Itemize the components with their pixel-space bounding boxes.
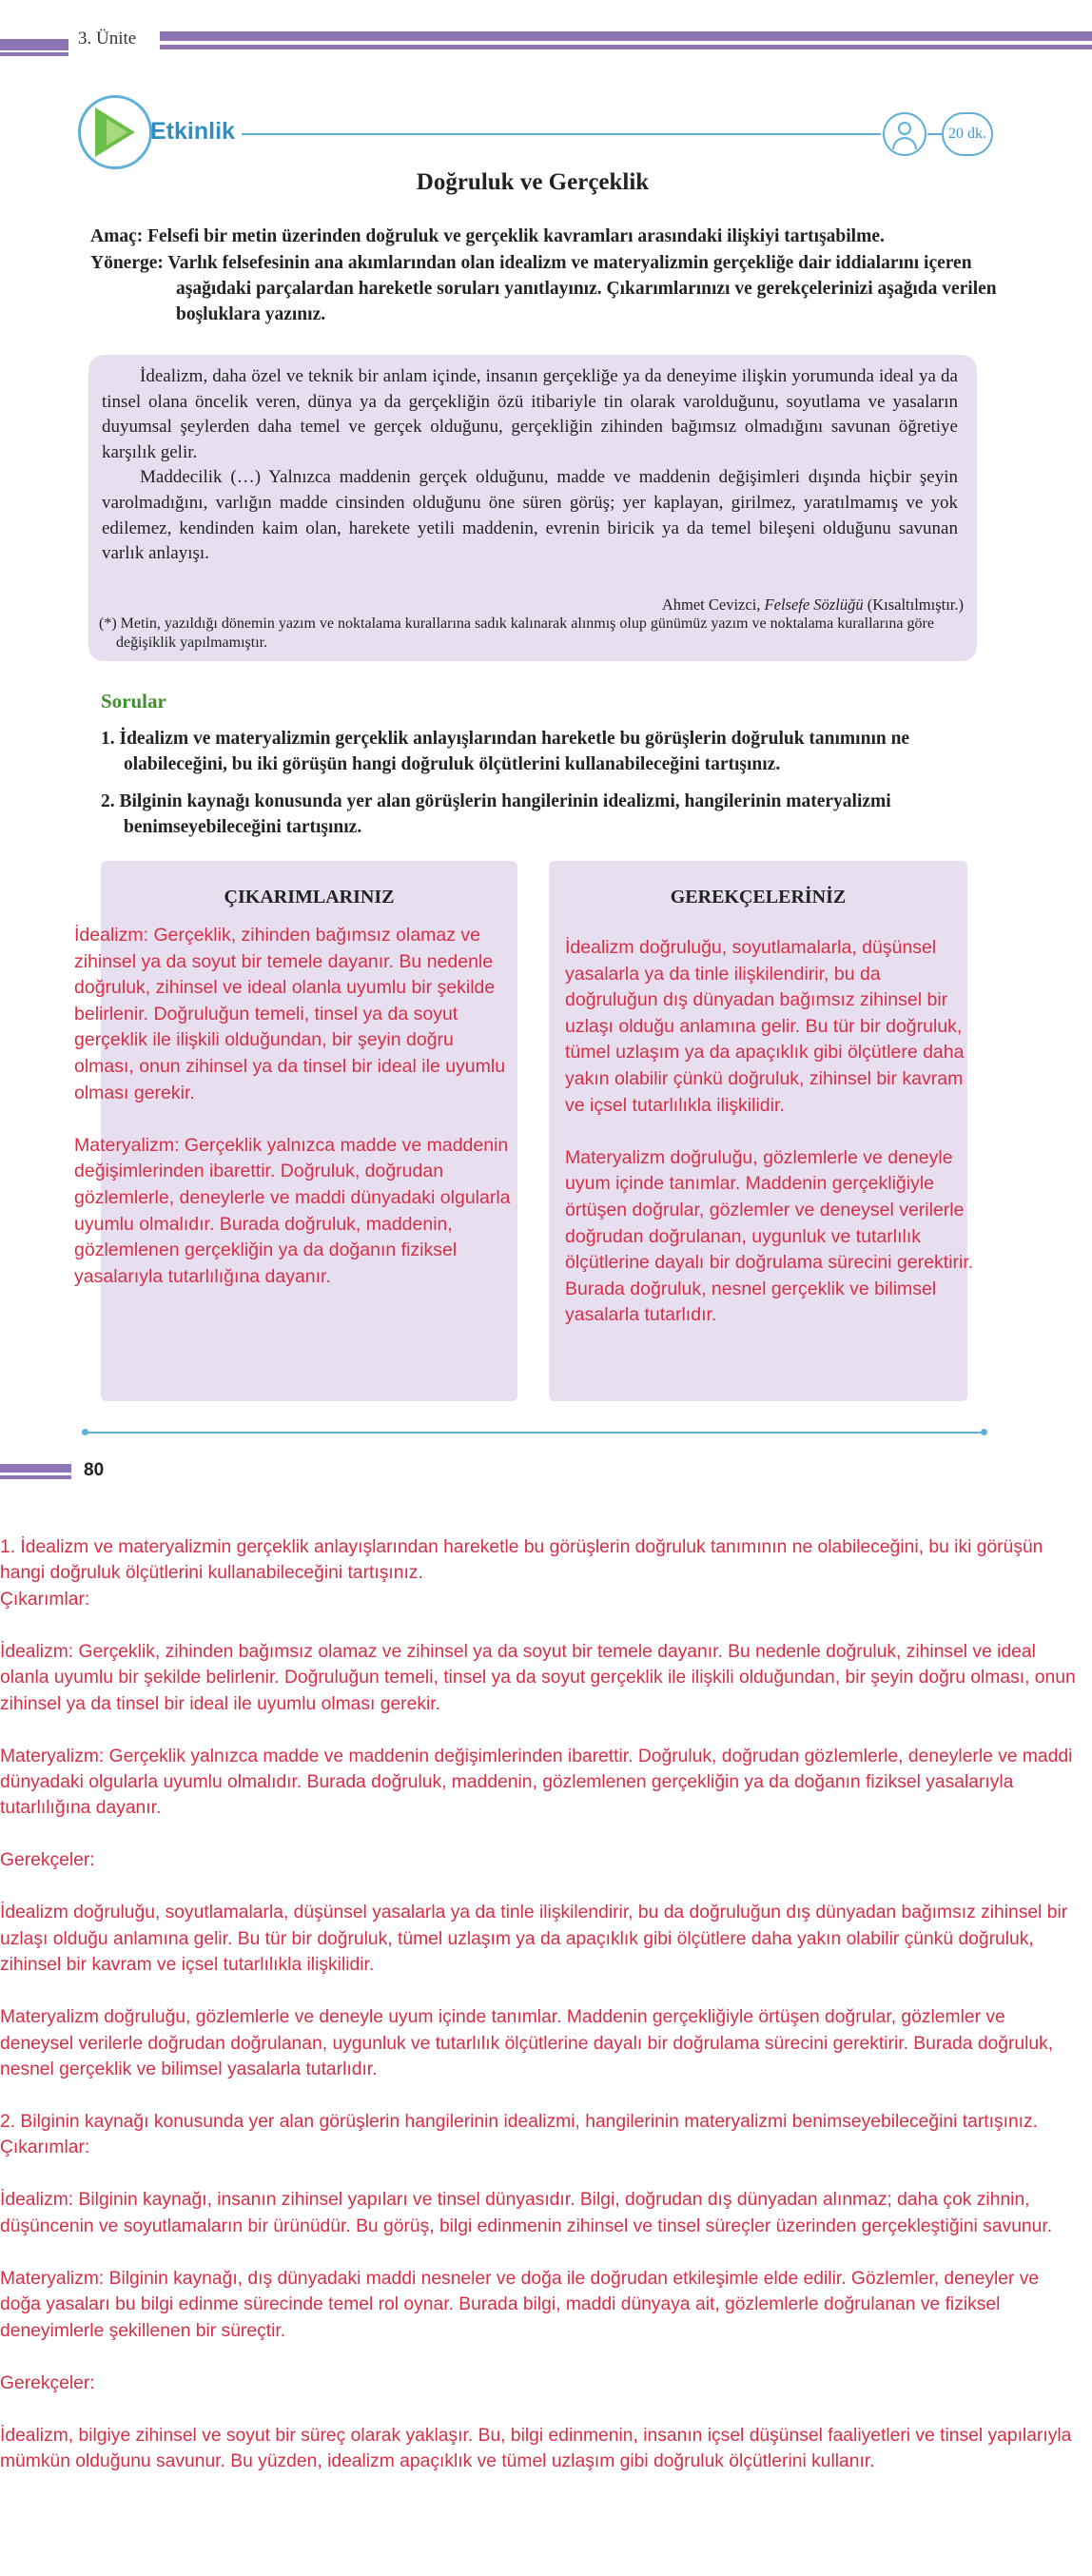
directive-key: Yönerge: [90,253,164,273]
overlay-reason-materialism-1: Materyalizm doğruluğu, gözlemlerle ve deneyle uyum içinde tanımlar. Maddenin gerçekliğiyle örtüşen doğrular, gözlemler ve deneysel verilerle doğrudan doğrulanan, uygunluk ve tutarlılık ölçütlerine dayalı bir doğrulama sürecini gerektirir. Burada doğruluk, nesnel gerçeklik ve bilimsel yasalarla tutarlıdır. [0,2007,1054,2080]
aim-body: Felsefi bir metin üzerinden doğruluk ve gerçeklik kavramları arasındaki ilişkiyi tartışabilme. [143,226,885,246]
directive-text [90,250,1004,327]
duration-badge: 20 dk. [942,112,993,156]
overlay-inference-materialism-2: Materyalizm: Bilginin kaynağı, dış dünyadaki maddi nesneler ve doğa ile doğrudan etkileşimle elde edilir. Gözlemler, deneyler ve doğa yasaları bu bilgi edinme sürecinde temel rol oynar. Burada bilgi, maddi dünyaya ait, gözlemlerle doğrulanan ve fiziksel deneyimlerle şekillenen bir süreçtir. [0,2268,1040,2341]
bottom-divider [84,1432,985,1434]
overlay-reason-idealism-1: İdealizm doğruluğu, soyutlamalarla, düşünsel yasalarla ya da tinle ilişkilendirir, bu da doğruluğun dış dünyadan bağımsız zihinsel bir uzlaşı olduğu anlamına gelir. Bu tür bir doğruluk, tümel uzlaşım ya da apaçıklık gibi ölçütlere daha yakın olabilir çünkü doğruluk, zihinsel bir kavram ve içsel tutarlılıkla ilişkilidir. [0,1903,1068,1976]
page-number: 80 [84,1460,105,1480]
inferences-title: ÇIKARIMLARINIZ [224,887,395,907]
aim-key: Amaç: [90,226,144,246]
directive-body: Varlık felsefesinin ana akımlarından olan idealizm ve materyalizmin gerçekliğe dair iddialarını içeren aşağıdaki parçalardan hareketle soruları yanıtlayınız. Çıkarımlarınızı ve gerekçelerinizi aşağıda verilen boşluklara yazınız. [163,253,997,324]
duration-connector [927,133,943,135]
question-2: 2. Bilginin kaynağı konusunda yer alan görüşlerin hangilerinin idealizmi, hangilerinin materyalizmi benimseyebileceğini tartışınız. [101,791,891,837]
inferences-answer [74,923,514,1290]
reading-paragraph-materialism: Maddecilik (…) Yalnızca maddenin gerçek olduğunu, madde ve maddenin değişimleri dışında hiçbir şeyin varolmadığını, varlığın madde cinsinden olduğunu öne süren görüş; yer kaplayan, girilmez, yaratılmamış ve yok edilemez, kendinden kaim olan, harekete yetili maddenin, evrenin biricik ya da temel bileşeni olduğunu savunan varlık anlayışı. [102,467,958,564]
overlay-inference-materialism-1: Materyalizm: Gerçeklik yalnızca madde ve maddenin değişimlerinden ibarettir. Doğruluk, doğrudan gözlemlerle, deneylerle ve maddi dünyadaki olgularla uyumlu olmalıdır. Burada doğruluk, maddenin, gözlemlenen gerçekliğin ya da doğanın fiziksel yasalarıyla tutarlılığına dayanır. [0,1746,1073,1819]
inference-materialism: Materyalizm: Gerçeklik yalnızca madde ve maddenin değişimlerinden ibarettir. Doğruluk, doğrudan gözlemlerle, deneylerle ve maddi dünyadaki olgularla uyumlu olmalıdır. Burada doğruluk, maddenin, gözlemlenen gerçekliğin ya da doğanın fiziksel yasalarıyla tutarlılığına dayanır. [74,1134,511,1287]
overlay-question-1: 1. İdealizm ve materyalizmin gerçeklik anlayışlarından hareketle bu görüşlerin doğruluk tanımının ne olabileceğini, bu iki görüşün hangi doğruluk ölçütlerini kullanabileceğini tartışınız. [0,1537,1043,1584]
answer-text-block [0,1534,1079,2475]
reason-idealism: İdealizm doğruluğu, soyutlamalarla, düşünsel yasalarla ya da tinle ilişkilendirir, bu da doğruluğun dış dünyadan bağımsız zihinsel bir uzlaşı olduğu anlamına gelir. Bu tür bir doğruluk, tümel uzlaşım ya da apaçıklık gibi ölçütlere daha yakın olabilir çünkü doğruluk, zihinsel bir kavram ve içsel tutarlılıkla ilişkilidir. [565,937,965,1116]
reason-materialism: Materyalizm doğruluğu, gözlemlerle ve deneyle uyum içinde tanımlar. Maddenin gerçekliğiyle örtüşen doğrular, gözlemler ve deneysel verilerle doğrudan doğrulanan, uygunluk ve tutarlılık ölçütlerine dayalı bir doğrulama sürecini gerektirir. Burada doğruluk, nesnel gerçeklik ve bilimsel yasalarla tutarlıdır. [565,1146,974,1326]
overlay-inference-idealism-2: İdealizm: Bilginin kaynağı, insanın zihinsel yapıları ve tinsel dünyasıdır. Bilgi, doğrudan dış dünyadan alınmaz; daha çok zihnin, düşüncenin ve soyutlamaların bir ürünüdür. Bu görüş, bilgi edinmenin zihinsel ve tinsel süreçler üzerinden gerçekleştiğini savunur. [0,2190,1053,2236]
header-bar-right-thin [160,45,1092,49]
page-bar [0,1464,71,1473]
overlay-reason-idealism-2: İdealizm, bilgiye zihinsel ve soyut bir süreç olarak yaklaşır. Bu, bilgi edinmenin, insanın içsel düşünsel faaliyetleri ve tinsel yapılarıyla mümkün olduğunu savunur. Bu yüzden, idealizm apaçıklık ve tümel uzlaşım gibi doğruluk ölçütlerini kullanır. [0,2425,1072,2472]
questions-heading: Sorular [101,690,166,712]
unit-label: 3. Ünite [78,29,137,49]
user-icon-head [898,122,911,135]
overlay-inferences-label-1: Çıkarımlar: [0,1589,90,1610]
reading-source [88,595,964,615]
overlay-question-2: 2. Bilginin kaynağı konusunda yer alan görüşlerin hangilerinin idealizmi, hangilerinin materyalizmi benimseyebileceğini tartışınız. [0,2112,1039,2133]
question-1: 1. İdealizm ve materyalizmin gerçeklik anlayışlarından hareketle bu görüşlerin doğruluk tanımının ne olabileceğini, bu iki görüşün hangi doğruluk ölçütlerini kullanabileceğini tartışınız. [101,729,910,774]
header-bar-left-thin [0,52,68,56]
divider-dot-left [82,1429,88,1435]
overlay-inference-idealism-1: İdealizm: Gerçeklik, zihinden bağımsız olamaz ve zihinsel ya da soyut bir temele dayanır. Bu nedenle doğruluk, zihinsel ve ideal olanla uyumlu bir şekilde belirlenir. Doğruluğun temeli, tinsel ya da soyut gerçeklik ile ilişkili olduğundan, bir şeyin doğru olması, onun zihinsel ya da tinsel bir ideal ile uyumlu olması gerekir. [0,1641,1076,1714]
aim-text [90,224,1004,249]
divider-dot-right [981,1429,987,1435]
page-title: Doğruluk ve Gerçeklik [416,169,650,195]
overlay-reasons-label-1: Gerekçeler: [0,1850,95,1871]
reasons-answer [565,935,974,1329]
source-note: (Kısaltılmıştır.) [863,595,964,614]
activity-label: Etkinlik [150,118,235,145]
overlay-inferences-label-2: Çıkarımlar: [0,2137,90,2158]
source-author: Ahmet Cevizci, [661,595,765,614]
inference-idealism: İdealizm: Gerçeklik, zihinden bağımsız olamaz ve zihinsel ya da soyut bir temele dayanır. Bu nedenle doğruluk, zihinsel ve ideal olanla uyumlu bir şekilde belirlenir. Doğruluğun temeli, tinsel ya da soyut gerçeklik ile ilişkili olduğundan, bir şeyin doğru olması, onun zihinsel ya da tinsel bir ideal ile uyumlu olması gerekir. [74,925,506,1103]
reading-paragraph-idealism: İdealizm, daha özel ve teknik bir anlam içinde, insanın gerçekliğe ya da deneyime ilişkin yorumunda ideal ya da tinsel olana öncelik veren, dünya ya da gerçekliğin özü itibariyle tin olarak varolduğunu, soyutlama ve yasaların duyumsal şeylerden daha temel ve gerçek olduğunu, gerçekliğin zihinden bağımsız olmadığını savunan öğretiye karşılık gelir. [102,366,958,462]
play-inner-icon [107,119,127,146]
header-bar-right [160,31,1092,41]
header-bar-left [0,39,68,50]
overlay-reasons-label-2: Gerekçeler: [0,2372,95,2393]
page-bar-thin [0,1475,71,1479]
activity-divider [242,133,881,135]
source-book: Felsefe Sözlüğü [764,595,864,614]
reasons-title: GEREKÇELERİNİZ [670,887,847,907]
reading-footnote: (*) Metin, yazıldığı dönemin yazım ve noktalama kurallarına sadık kalınarak alınmış olup günümüz yazım ve noktalama kurallarına göre değişiklik yapılmamıştır. [99,615,934,651]
